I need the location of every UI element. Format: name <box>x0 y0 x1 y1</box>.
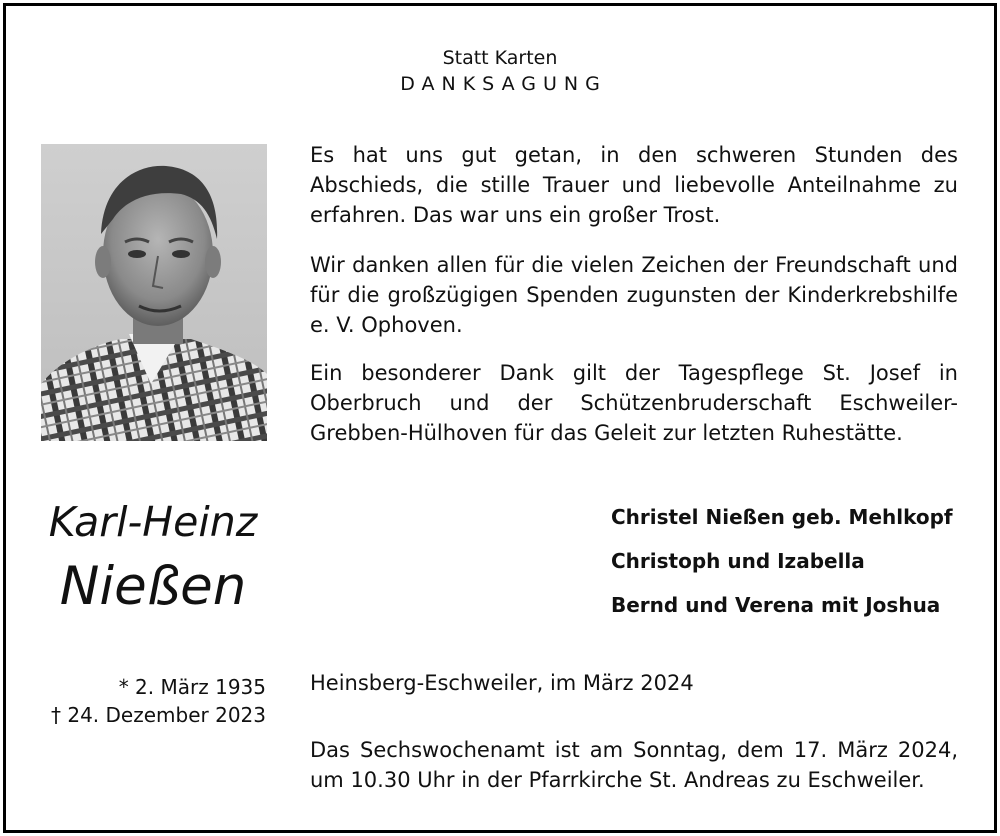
life-dates <box>0 673 306 729</box>
thanks-paragraph-2: Wir danken allen für die vielen Zeichen der Freundschaft und für die großzügigen Spenden zugunsten der Kinderkrebshilfe e. V. Ophoven. <box>310 253 958 337</box>
signatory-3: Bernd und Verena mit Joshua <box>611 593 941 617</box>
signatory-2: Christoph und Izabella <box>611 549 865 573</box>
thanks-paragraph-1: Es hat uns gut getan, in den schweren Stunden des Abschieds, die stille Trauer und liebevolle Anteilnahme zu erfahren. Das war uns ein großer Trost. <box>310 143 958 227</box>
mass-notice: Das Sechswochenamt ist am Sonntag, dem 17. März 2024, um 10.30 Uhr in der Pfarrkirche St. Andreas zu Eschweiler. <box>310 738 958 792</box>
portrait-photo-icon <box>41 144 267 441</box>
place-and-date: Heinsberg-Eschweiler, im März 2024 <box>310 671 694 695</box>
death-date: † 24. Dezember 2023 <box>51 703 266 727</box>
header-statt-karten: Statt Karten <box>442 47 558 69</box>
signatory-1: Christel Nießen geb. Mehlkopf <box>611 505 953 529</box>
birth-date: * 2. März 1935 <box>118 675 266 699</box>
deceased-last-name: Nießen <box>59 556 247 617</box>
header-danksagung: DANKSAGUNG <box>400 73 607 95</box>
portrait-photo <box>41 144 267 441</box>
deceased-first-name: Karl-Heinz <box>48 498 258 546</box>
thanks-paragraph-3: Ein besonderer Dank gilt der Tagespflege St. Josef in Oberbruch und der Schützenbruderschaft Eschweiler-Grebben-Hülhoven für das Geleit zur letzten Ruhestätte. <box>310 361 958 445</box>
